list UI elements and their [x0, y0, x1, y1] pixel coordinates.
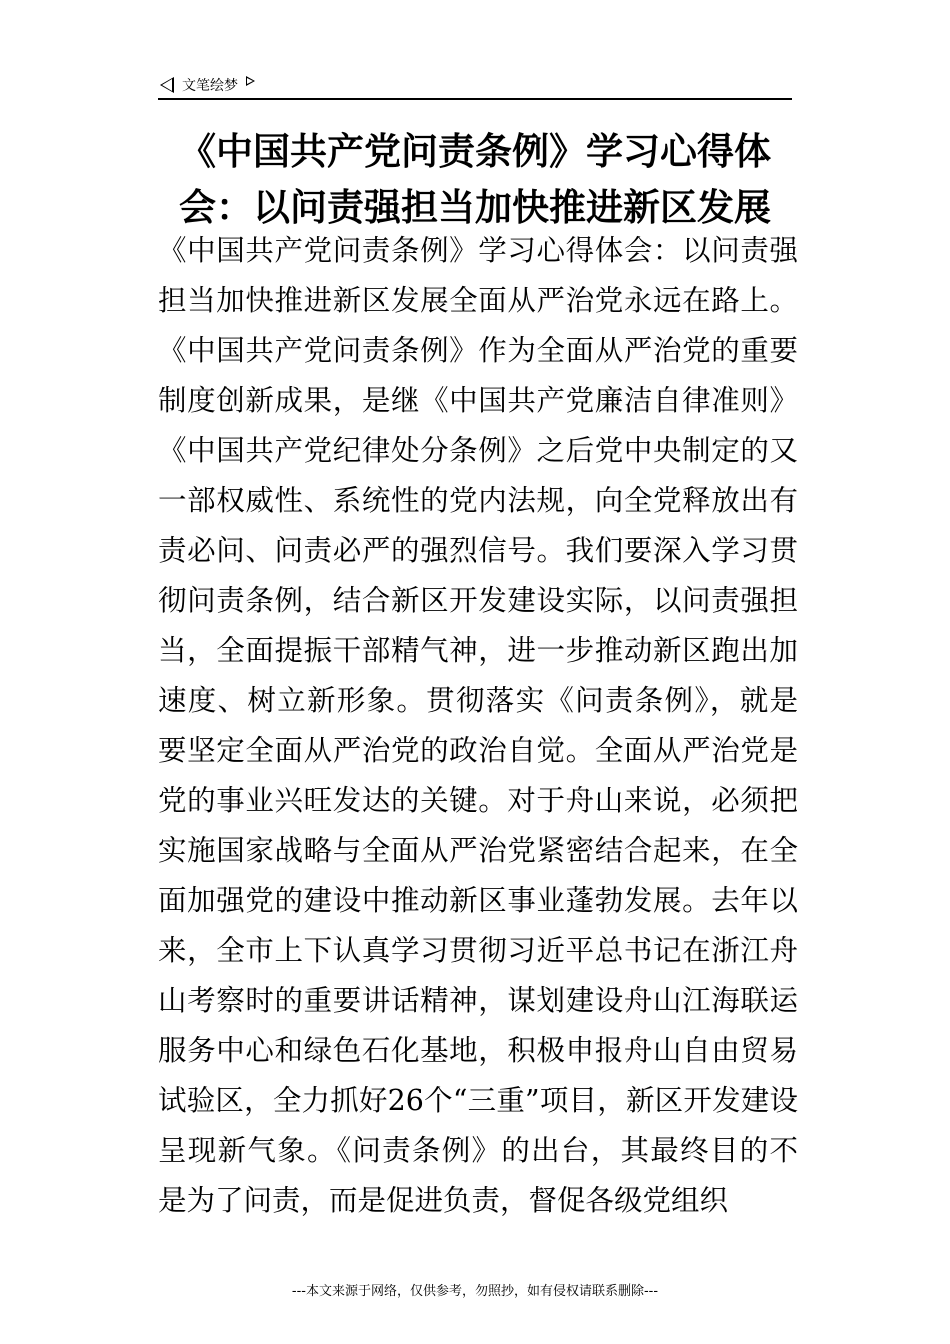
document-title: 《中国共产党问责条例》学习心得体会：以问责强担当加快推进新区发展 — [179, 130, 771, 229]
site-name: 文笔绘梦 — [182, 78, 238, 94]
page-header — [160, 74, 255, 96]
triangle-left-icon — [160, 77, 174, 93]
document-body: 《中国共产党问责条例》学习心得体会：以问责强担当加快推进新区发展全面从严治党永远在路上。《中国共产党问责条例》作为全面从严治党的重要制度创新成果，是继《中国共产党廉洁自律准则》《中国共产党纪律处分条例》之后党中央制定的又一部权威性、系统性的党内法规，向全党释放出有责必问、问责必严的强烈信号。我们要深入学习贯彻问责条例，结合新区开发建设实际，以问责强担当，全面提振干部精气神，进一步推动新区跑出加速度、树立新形象。贯彻落实《问责条例》，就是要坚定全面从严治党的政治自觉。全面从严治党是党的事业兴旺发达的关键。对于舟山来说，必须把实施国家战略与全面从严治党紧密结合起来，在全面加强党的建设中推动新区事业蓬勃发展。去年以来，全市上下认真学习贯彻习近平总书记在浙江舟山考察时的重要讲话精神，谋划建设舟山江海联运服务中心和绿色石化基地，积极申报舟山自由贸易试验区，全力抓好26个“三重”项目，新区开发建设呈现新气象。《问责条例》的出台，其最终目的不是为了问责，而是促进负责，督促各级党组织 — [158, 234, 798, 1217]
footer-disclaimer: ---本文来源于网络，仅供参考，勿照抄，如有侵权请联系删除--- — [291, 1284, 659, 1299]
triangle-right-icon — [246, 76, 255, 86]
header-divider — [158, 98, 792, 100]
